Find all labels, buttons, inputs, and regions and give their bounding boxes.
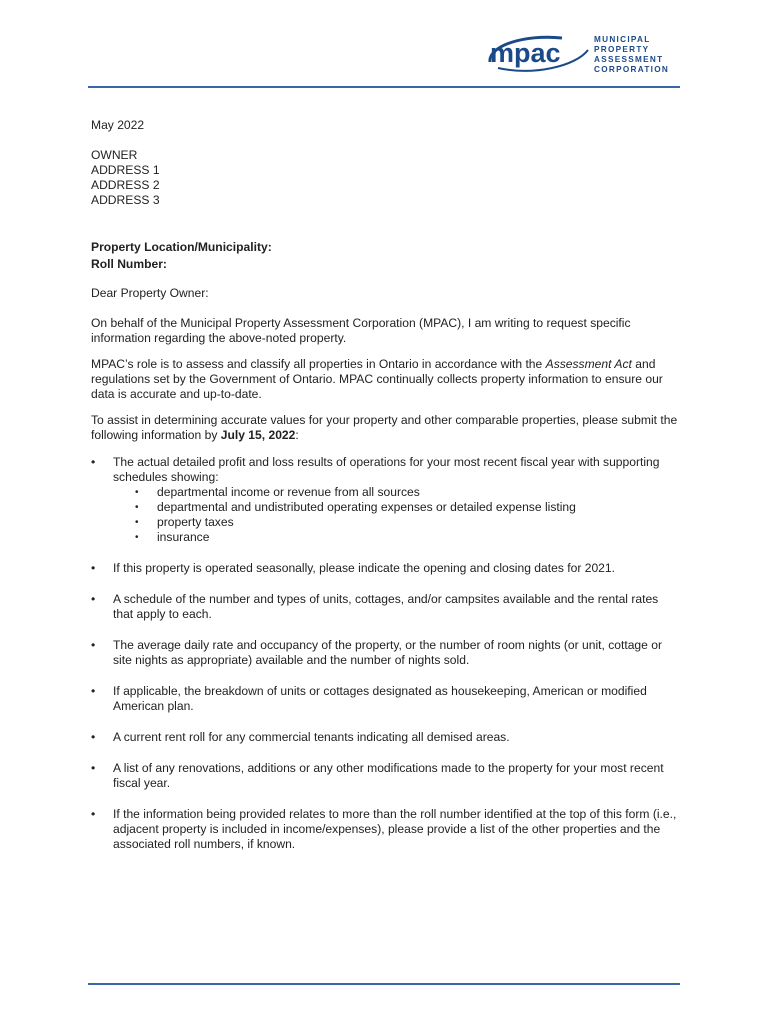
sub-list-item-text: departmental income or revenue from all sources: [157, 485, 420, 499]
address-line-owner: OWNER: [91, 148, 138, 162]
list-item: [91, 761, 681, 791]
list-item-text: A schedule of the number and types of units, cottages, and/or campsites available and the rental rates that apply to each.: [113, 592, 659, 621]
address-line-3: ADDRESS 3: [91, 193, 160, 207]
paragraph-role-start: MPAC’s role is to assess and classify all properties in Ontario in accordance with the: [91, 357, 546, 371]
sub-bullet-icon: •: [135, 502, 139, 513]
sub-bullet-icon: •: [135, 532, 139, 543]
sub-list-item-text: departmental and undistributed operating expenses or detailed expense listing: [157, 500, 576, 514]
sub-bullet-icon: •: [135, 487, 139, 498]
sub-list-item: [135, 530, 681, 545]
mpac-logo-icon: [484, 32, 594, 82]
list-item-text: If the information being provided relates to more than the roll number identified at the top of this form (i.e., adjacent property is included in income/expenses), please provide a list of the other properties and the associated roll numbers, if known.: [113, 807, 677, 851]
assessment-act-italic: Assessment Act: [545, 357, 632, 371]
request-list: [91, 455, 681, 852]
list-item: [91, 638, 681, 668]
letter-body: [91, 118, 681, 852]
list-item-text: If this property is operated seasonally, please indicate the opening and closing dates for 2021.: [113, 561, 615, 575]
letter-date: May 2022: [91, 118, 145, 132]
logo-line-3: ASSESSMENT: [594, 55, 664, 64]
list-item-text: A list of any renovations, additions or any other modifications made to the property for your most recent fiscal year.: [113, 761, 664, 790]
list-item: [91, 807, 681, 852]
property-location-label: Property Location/Municipality:: [91, 240, 272, 254]
paragraph-request: [91, 413, 681, 443]
paragraph-role: [91, 357, 681, 402]
bullet-icon: •: [91, 638, 96, 652]
paragraph-intro: On behalf of the Municipal Property Assessment Corporation (MPAC), I am writing to request specific information regarding the above-noted property.: [91, 316, 631, 345]
address-line-2: ADDRESS 2: [91, 178, 160, 192]
deadline-date: July 15, 2022: [220, 428, 296, 442]
list-item-text: If applicable, the breakdown of units or cottages designated as housekeeping, American or modified American plan.: [113, 684, 647, 713]
paragraph-request-start: To assist in determining accurate values for your property and other comparable properties, please submit the following information by: [91, 413, 678, 442]
address-line-1: ADDRESS 1: [91, 163, 160, 177]
list-item: [91, 684, 681, 714]
logo-wordmark: mpac: [490, 38, 561, 68]
bullet-icon: •: [91, 730, 96, 744]
list-item-text: A current rent roll for any commercial tenants indicating all demised areas.: [113, 730, 510, 744]
logo-line-2: PROPERTY: [594, 45, 650, 54]
sub-list-item: [135, 515, 681, 530]
bullet-icon: •: [91, 684, 96, 698]
sub-list-item: [135, 485, 681, 500]
paragraph-role-end: and regulations set by the Government of Ontario. MPAC continually collects property information to ensure our data is accurate and up-to-date.: [91, 357, 663, 401]
footer-rule: [88, 983, 680, 985]
header-rule: [88, 86, 680, 88]
bullet-icon: •: [91, 761, 96, 775]
schedule-sublist: [113, 485, 681, 545]
sub-list-item-text: insurance: [157, 530, 210, 544]
logo-line-4: CORPORATION: [594, 65, 670, 74]
list-item-text: The average daily rate and occupancy of the property, or the number of room nights (or unit, cottage or site nights as appropriate) available and the number of nights sold.: [113, 638, 663, 667]
list-item: [91, 592, 681, 622]
bullet-icon: •: [91, 455, 96, 469]
list-item: [91, 730, 681, 745]
logo-line-1: MUNICIPAL: [594, 35, 651, 44]
list-item: [91, 561, 681, 576]
list-item: [91, 455, 681, 545]
sub-list-item-text: property taxes: [157, 515, 234, 529]
bullet-icon: •: [91, 807, 96, 821]
salutation: Dear Property Owner:: [91, 286, 209, 300]
sub-list-item: [135, 500, 681, 515]
logo-text: [594, 35, 669, 75]
sub-bullet-icon: •: [135, 517, 139, 528]
roll-number-label: Roll Number:: [91, 257, 167, 271]
bullet-icon: •: [91, 592, 96, 606]
bullet-icon: •: [91, 561, 96, 575]
list-item-text: The actual detailed profit and loss results of operations for your most recent fiscal year with supporting schedules showing:: [113, 455, 660, 484]
paragraph-request-end: :: [295, 428, 299, 442]
